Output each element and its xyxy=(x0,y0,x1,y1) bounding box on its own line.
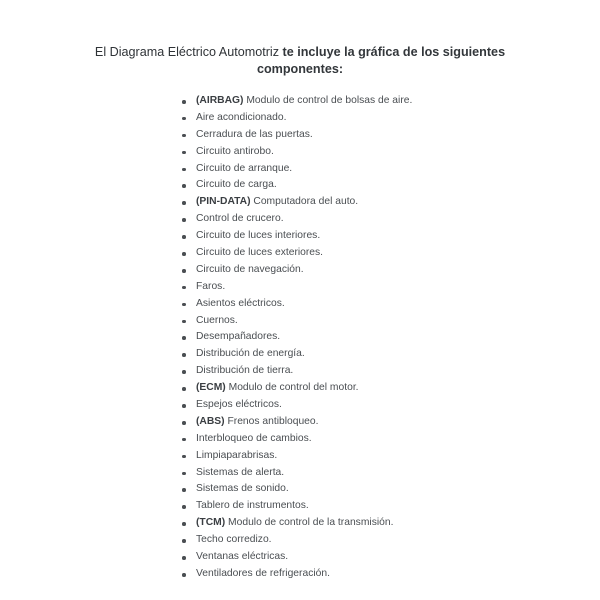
list-item xyxy=(180,549,412,566)
bullet-icon xyxy=(182,320,186,324)
list-item-label: Circuito antirobo. xyxy=(196,145,274,157)
list-item xyxy=(180,296,412,313)
bullet-icon xyxy=(182,100,186,104)
bullet-icon xyxy=(182,573,186,577)
list-item-code: (TCM) xyxy=(196,517,226,529)
list-item xyxy=(180,329,412,346)
bullet-icon xyxy=(182,184,186,188)
bullet-icon xyxy=(182,522,186,526)
list-item-label: Limpiaparabrisas. xyxy=(196,449,278,461)
list-item xyxy=(180,228,412,245)
list-item xyxy=(180,481,412,498)
bullet-icon xyxy=(182,168,186,172)
bullet-icon xyxy=(182,438,186,442)
list-item-label: Modulo de control de bolsas de aire. xyxy=(243,95,413,106)
list-item xyxy=(180,279,412,296)
bullet-icon xyxy=(182,370,186,374)
list-item xyxy=(180,144,412,161)
list-item xyxy=(180,346,412,363)
bullet-icon xyxy=(182,117,186,121)
list-item-label: Asientos eléctricos. xyxy=(196,297,285,309)
list-item-label: Modulo de control de la transmisión. xyxy=(225,517,394,529)
bullet-icon xyxy=(182,472,186,476)
list-item-label: Tablero de instrumentos. xyxy=(196,500,309,512)
list-item xyxy=(180,127,412,144)
list-item-label: Sistemas de sonido. xyxy=(196,483,289,495)
list-item-label: Espejos eléctricos. xyxy=(196,399,282,411)
list-item xyxy=(180,465,412,482)
bullet-icon xyxy=(182,505,186,509)
list-item xyxy=(180,110,412,127)
list-item xyxy=(180,498,412,515)
list-item-label: Modulo de control del motor. xyxy=(225,382,359,394)
list-item-label: Computadora del auto. xyxy=(250,196,359,208)
bullet-icon xyxy=(182,336,186,340)
list-item-code: (AIRBAG) xyxy=(196,95,244,106)
bullet-icon xyxy=(182,387,186,391)
list-item xyxy=(180,532,412,549)
list-item-label: Distribución de tierra. xyxy=(196,365,294,377)
list-item-label: Sistemas de alerta. xyxy=(196,466,285,478)
list-item-label: Ventanas eléctricas. xyxy=(196,551,289,563)
list-item xyxy=(180,414,412,431)
bullet-icon xyxy=(182,421,186,425)
heading-normal-text: El Diagrama Eléctrico Automotriz xyxy=(94,45,283,59)
heading-bold-text: te incluye la gráfica de los siguientes componentes: xyxy=(256,45,506,76)
bullet-icon xyxy=(182,218,186,222)
list-item xyxy=(180,515,412,532)
list-item-label: Faros. xyxy=(196,280,226,292)
bullet-icon xyxy=(182,488,186,492)
list-item-label: Circuito de arranque. xyxy=(196,162,293,174)
bullet-icon xyxy=(182,286,186,290)
list-item-label: Ventiladores de refrigeración. xyxy=(196,567,330,579)
list-item-label: Circuito de luces interiores. xyxy=(196,230,321,242)
list-item-label: Techo corredizo. xyxy=(196,534,272,546)
bullet-icon xyxy=(182,252,186,256)
list-item-label: Circuito de carga. xyxy=(196,179,277,191)
list-item xyxy=(180,431,412,448)
list-item-label: Cerradura de las puertas. xyxy=(196,128,313,140)
page-heading xyxy=(80,44,520,78)
bullet-icon xyxy=(182,556,186,560)
list-item xyxy=(180,363,412,380)
list-item-code: (ABS) xyxy=(196,415,225,427)
list-item xyxy=(180,245,412,262)
list-item-label: Distribución de energía. xyxy=(196,348,305,360)
components-list xyxy=(180,93,412,583)
list-item xyxy=(180,177,412,194)
bullet-icon xyxy=(182,151,186,155)
bullet-icon xyxy=(182,269,186,273)
list-item xyxy=(180,262,412,279)
list-item-label: Circuito de luces exteriores. xyxy=(196,247,324,259)
bullet-icon xyxy=(182,455,186,459)
bullet-icon xyxy=(182,235,186,239)
bullet-icon xyxy=(182,353,186,357)
list-item xyxy=(180,211,412,228)
list-item-label: Circuito de navegación. xyxy=(196,263,304,275)
list-item xyxy=(180,93,412,110)
list-item-label: Aire acondicionado. xyxy=(196,111,287,123)
bullet-icon xyxy=(182,201,186,205)
list-item xyxy=(180,380,412,397)
list-item xyxy=(180,313,412,330)
list-item-label: Cuernos. xyxy=(196,314,238,326)
list-item-code: (PIN-DATA) xyxy=(196,196,251,208)
list-item xyxy=(180,194,412,211)
list-item xyxy=(180,566,412,583)
list-item xyxy=(180,448,412,465)
list-item xyxy=(180,161,412,178)
bullet-icon xyxy=(182,539,186,543)
bullet-icon xyxy=(182,134,186,138)
list-item xyxy=(180,397,412,414)
list-item-code: (ECM) xyxy=(196,382,226,394)
bullet-icon xyxy=(182,404,186,408)
list-item-label: Interbloqueo de cambios. xyxy=(196,432,312,444)
list-item-label: Desempañadores. xyxy=(196,331,281,343)
list-item-label: Frenos antibloqueo. xyxy=(224,415,319,427)
list-item-label: Control de crucero. xyxy=(196,213,284,225)
bullet-icon xyxy=(182,303,186,307)
